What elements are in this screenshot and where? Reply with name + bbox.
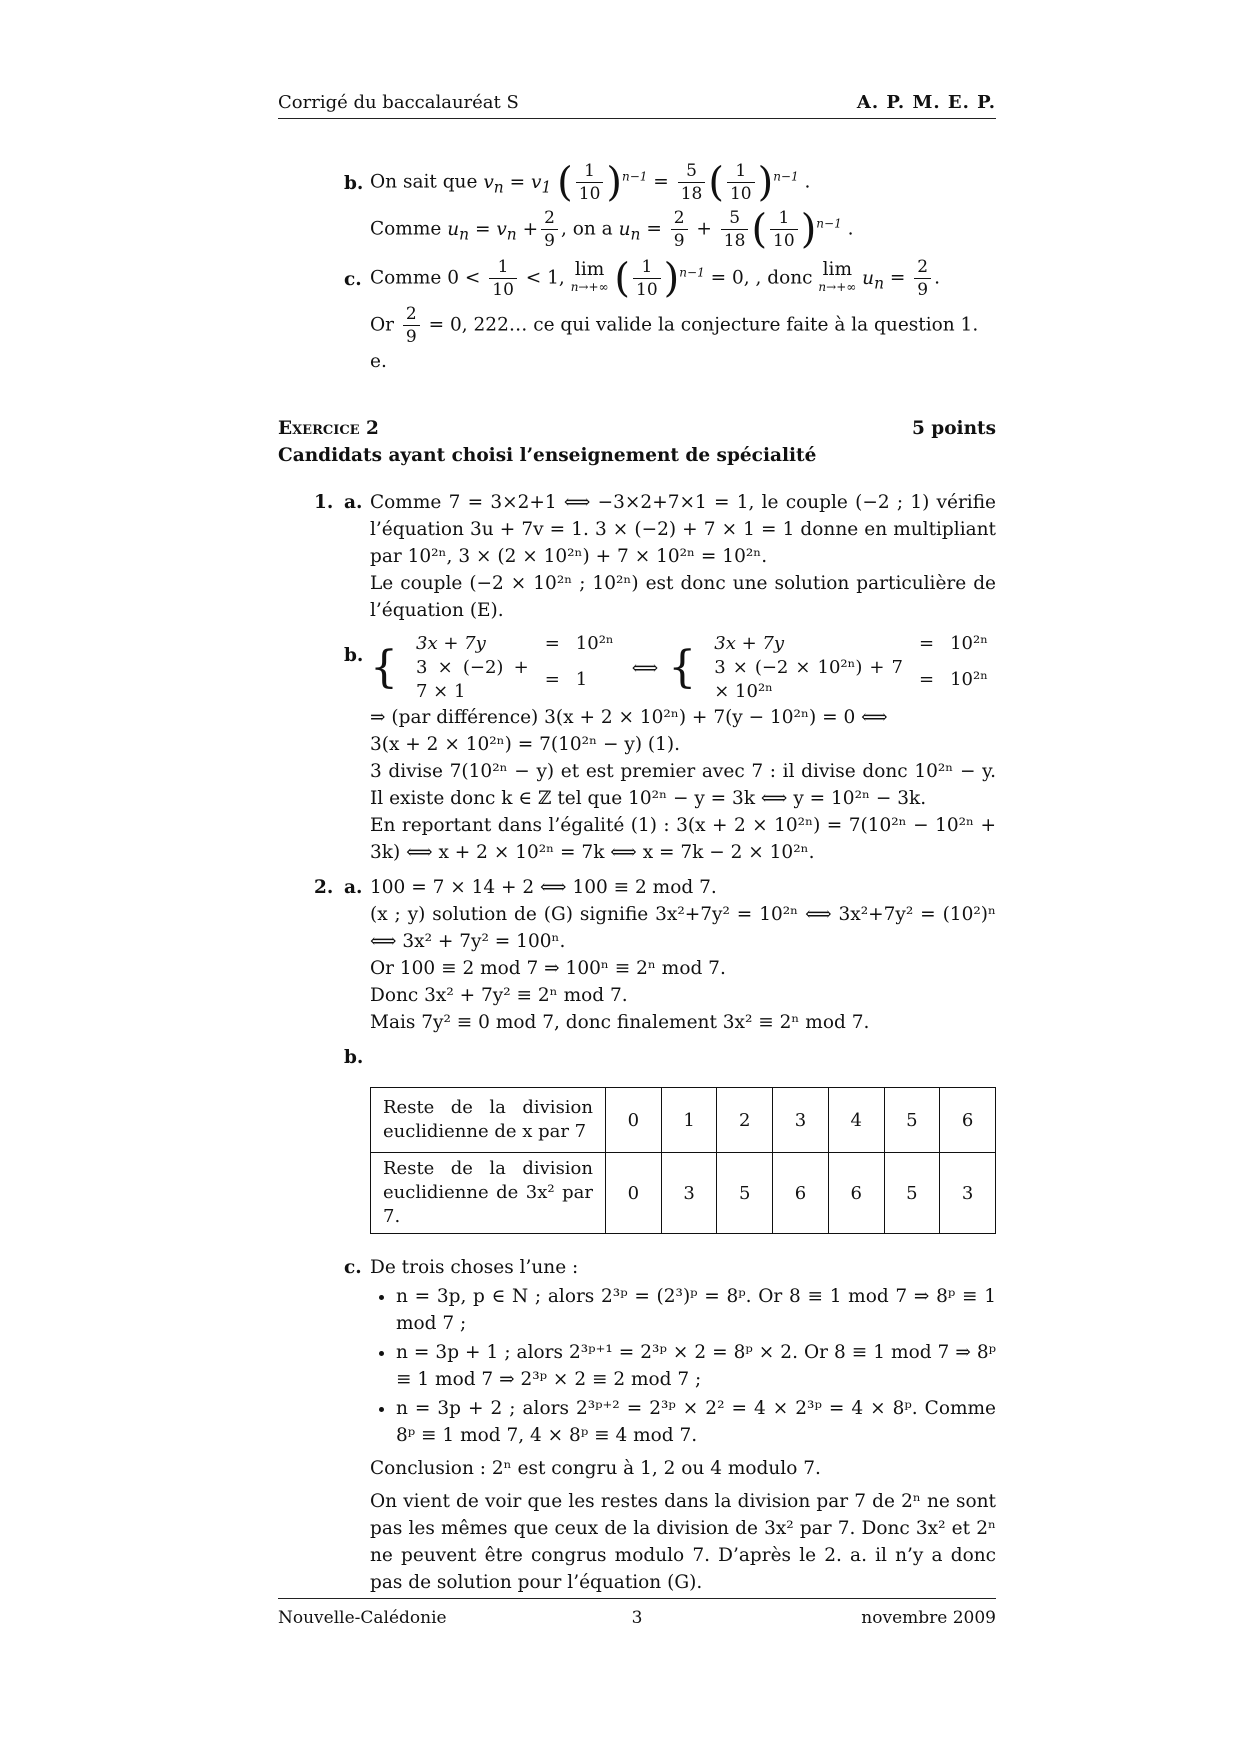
formula-vn: On sait que $v_n = v_1$ ( $\frac{1}{10}$ )$^{n-1}$ = $\frac{5}{18}$ ( $\frac{1}{10}$ )$^{n-1}$ . xyxy=(370,159,811,206)
header-rule xyxy=(278,118,996,119)
q1-b-line2: 3(x + 2 × 10²ⁿ) = 7(10²ⁿ − y) (1). xyxy=(370,734,681,755)
table-row-header: Reste de la division euclidienne de 3x² par 7. xyxy=(371,1153,606,1234)
q2-b xyxy=(278,1044,996,1234)
q2-a-line1: 100 = 7 × 14 + 2 ⟺ 100 ≡ 2 mod 7. xyxy=(370,877,717,898)
final-paragraph: On vient de voir que les restes dans la division par 7 de 2ⁿ ne sont pas les mêmes que ceux de la division de 3x² par 7. Donc 3x² et 2ⁿ ne peuvent être congrus modulo 7. D’après le 2. a. il n’y a donc pas de solution pour l’équation (G). xyxy=(370,1491,996,1593)
table-cell: 5 xyxy=(884,1153,940,1234)
exercise-title: Exercice 2 xyxy=(278,418,379,439)
footer-left: Nouvelle-Calédonie xyxy=(278,1608,447,1628)
system-left: 3x + 7y = 10²ⁿ 3 × (−2) + 7 × 1 = 1 xyxy=(416,633,614,702)
table-cell: 6 xyxy=(940,1088,996,1153)
q1-b-line1: ⇒ (par différence) 3(x + 2 × 10²ⁿ) + 7(y − 10²ⁿ) = 0 ⟺ xyxy=(370,707,888,728)
conclusion: Conclusion : 2ⁿ est congru à 1, 2 ou 4 modulo 7. xyxy=(370,1458,821,1479)
table-cell: 5 xyxy=(717,1153,773,1234)
system-right: 3x + 7y = 10²ⁿ 3 × (−2 × 10²ⁿ) + 7 × 10²ⁿ = 10²ⁿ xyxy=(714,633,988,702)
list-item: • n = 3p, p ∈ N ; alors 2³ᵖ = (2³)ᵖ = 8ᵖ. Or 8 ≡ 1 mod 7 ⇒ 8ᵖ ≡ 1 mod 7 ; xyxy=(396,1283,996,1337)
question-number: 1. xyxy=(314,492,334,513)
table-cell: 3 xyxy=(773,1088,829,1153)
page-header xyxy=(278,92,996,113)
exercise-heading xyxy=(278,415,996,442)
table-row xyxy=(371,1088,996,1153)
q2-a-line2: (x ; y) solution de (G) signifie 3x²+7y² = 10²ⁿ ⟺ 3x²+7y² = (10²)ⁿ ⟺ 3x² + 7y² = 100ⁿ. xyxy=(370,904,996,952)
q1-a xyxy=(278,489,996,624)
item-label: b. xyxy=(344,645,364,666)
table-cell: 3 xyxy=(940,1153,996,1234)
remainders-table xyxy=(370,1087,996,1234)
footer-right: novembre 2009 xyxy=(861,1608,996,1628)
table-cell: 4 xyxy=(828,1088,884,1153)
page-number: 3 xyxy=(631,1608,643,1628)
exercise-points: 5 points xyxy=(911,418,996,439)
equation-system: { 3x + 7y = 10²ⁿ 3 × (−2) + 7 × 1 = 1 ⟺ { 3x + 7y = 10²ⁿ 3 × (−2 × 10²ⁿ) + 7 × 10²ⁿ = 10²ⁿ xyxy=(370,632,996,704)
conjecture-line: Or $\frac{2}{9}$ = 0, 222… ce qui valide la conjecture faite à la question 1. e. xyxy=(370,304,979,372)
list-item: • n = 3p + 2 ; alors 2³ᵖ⁺² = 2³ᵖ × 2² = 4 × 2³ᵖ = 4 × 8ᵖ. Comme 8ᵖ ≡ 1 mod 7, 4 × 8ᵖ ≡ 4 mod 7. xyxy=(396,1395,996,1449)
table-row xyxy=(371,1153,996,1234)
q2-a-line5: Mais 7y² ≡ 0 mod 7, donc finalement 3x² ≡ 2ⁿ mod 7. xyxy=(370,1012,870,1033)
q2-a xyxy=(278,874,996,1036)
table-cell: 5 xyxy=(884,1088,940,1153)
footer-rule xyxy=(278,1598,996,1599)
q2-a-line4: Donc 3x² + 7y² ≡ 2ⁿ mod 7. xyxy=(370,985,628,1006)
table-cell: 0 xyxy=(606,1088,662,1153)
item-label: c. xyxy=(344,1257,362,1278)
item-label: a. xyxy=(344,877,363,898)
q1-b-line3: 3 divise 7(10²ⁿ − y) et est premier avec 7 : il divise donc 10²ⁿ − y. Il existe donc k ∈ ℤ tel que 10²ⁿ − y = 3k ⟺ y = 10²ⁿ − 3k. xyxy=(370,761,996,809)
page-body xyxy=(278,160,996,1604)
table-cell: 6 xyxy=(773,1153,829,1234)
table-cell: 2 xyxy=(717,1088,773,1153)
item-b xyxy=(278,160,996,252)
equivalence-sign: ⟺ xyxy=(631,657,659,679)
list-item: • n = 3p + 1 ; alors 2³ᵖ⁺¹ = 2³ᵖ × 2 = 8ᵖ × 2. Or 8 ≡ 1 mod 7 ⇒ 8ᵖ ≡ 1 mod 7 ⇒ 2³ᵖ × 2 ≡ 2 mod 7 ; xyxy=(396,1339,996,1393)
q1-a-text: Comme 7 = 3×2+1 ⟺ −3×2+7×1 = 1, le couple (−2 ; 1) vérifie l’équation 3u + 7v = 1. 3 × (−2) + 7 × 1 = 1 donne en multipliant par 10²ⁿ, 3 × (2 × 10²ⁿ) + 7 × 10²ⁿ = 10²ⁿ. xyxy=(370,492,996,567)
item-c xyxy=(278,256,996,375)
table-row-header: Reste de la division euclidienne de x par 7 xyxy=(371,1088,606,1153)
table-cell: 6 xyxy=(828,1153,884,1234)
exercise-subtitle: Candidats ayant choisi l’enseignement de spécialité xyxy=(278,445,817,466)
formula-limit: Comme 0 < $\frac{1}{10}$ < 1, lim n→+∞ ( $\frac{1}{10}$ )$^{n-1}$ = 0, , donc lim n→+∞ $u_n$ = $\frac{2}{9}$ . xyxy=(370,255,940,302)
item-label: b. xyxy=(344,1047,364,1068)
header-right: A. P. M. E. P. xyxy=(856,92,996,113)
question-number: 2. xyxy=(314,877,334,898)
q2-c-intro: De trois choses l’une : xyxy=(370,1257,579,1278)
page-footer xyxy=(278,1608,996,1628)
item-label: b. xyxy=(344,173,364,194)
q2-a-line3: Or 100 ≡ 2 mod 7 ⇒ 100ⁿ ≡ 2ⁿ mod 7. xyxy=(370,958,726,979)
q1-a-text2: Le couple (−2 × 10²ⁿ ; 10²ⁿ) est donc une solution particulière de l’équation (E). xyxy=(370,573,996,621)
item-label: a. xyxy=(344,492,363,513)
table-cell: 3 xyxy=(661,1153,717,1234)
formula-un: Comme $u_n = v_n$ + $\frac{2}{9}$ , on a $u_n$ = $\frac{2}{9}$ + $\frac{5}{18}$ ( $\frac{1}{10}$ )$^{n-1}$ . xyxy=(370,206,854,253)
table-cell: 0 xyxy=(606,1153,662,1234)
cases-list xyxy=(370,1283,996,1449)
q1-b xyxy=(278,632,996,866)
header-left: Corrigé du baccalauréat S xyxy=(278,92,519,113)
table-cell: 1 xyxy=(661,1088,717,1153)
item-label: c. xyxy=(344,269,362,290)
q2-c xyxy=(278,1254,996,1596)
q1-b-line4: En reportant dans l’égalité (1) : 3(x + 2 × 10²ⁿ) = 7(10²ⁿ − 10²ⁿ + 3k) ⟺ x + 2 × 10²ⁿ = 7k ⟺ x = 7k − 2 × 10²ⁿ. xyxy=(370,815,996,863)
